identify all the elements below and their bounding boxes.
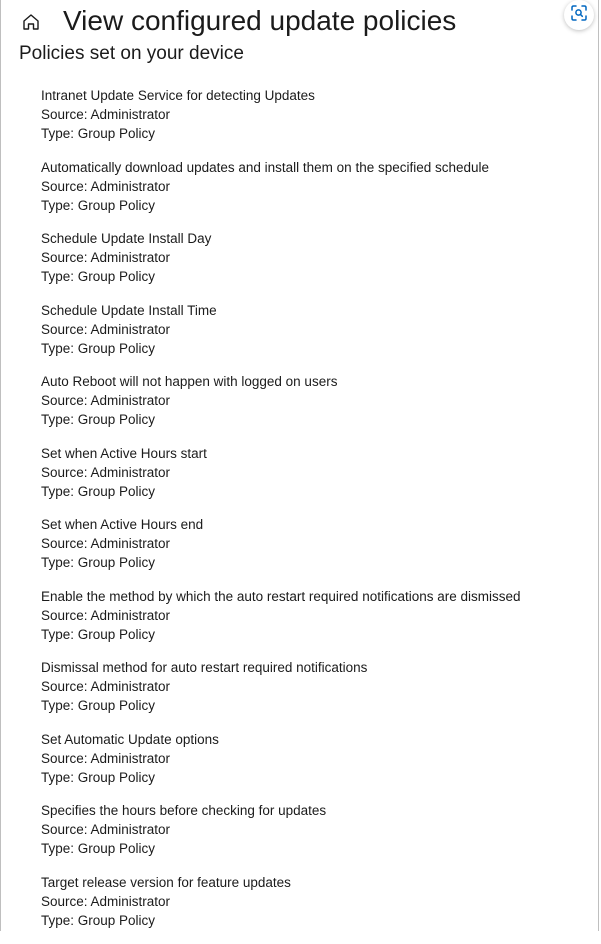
section-heading: Policies set on your device [19,42,244,66]
policy-name: Set Automatic Update options [41,730,591,749]
policy-name: Automatically download updates and install them on the specified schedule [41,158,591,177]
policy-name: Target release version for feature updates [41,873,591,892]
policy-type: Type: Group Policy [41,410,591,429]
policy-source: Source: Administrator [41,749,591,768]
policy-type: Type: Group Policy [41,625,591,644]
policy-type: Type: Group Policy [41,482,591,501]
policy-source: Source: Administrator [41,677,591,696]
policy-type: Type: Group Policy [41,553,591,572]
policy-name: Schedule Update Install Day [41,229,591,248]
policy-item [41,873,591,944]
policy-source: Source: Administrator [41,892,591,911]
policy-type: Type: Group Policy [41,196,591,215]
policy-source: Source: Administrator [41,248,591,267]
home-icon[interactable] [21,12,41,32]
policy-name: Schedule Update Install Time [41,301,591,320]
policy-source: Source: Administrator [41,534,591,553]
page-title: View configured update policies [63,3,456,39]
policy-item [41,372,591,444]
policy-type: Type: Group Policy [41,839,591,858]
policy-source: Source: Administrator [41,391,591,410]
policy-name: Set when Active Hours start [41,444,591,463]
policy-item [41,515,591,587]
policy-item [41,301,591,373]
policy-type: Type: Group Policy [41,696,591,715]
policy-source: Source: Administrator [41,177,591,196]
policy-item [41,444,591,516]
visual-search-icon [570,4,588,27]
policy-source: Source: Administrator [41,820,591,839]
policy-item [41,801,591,873]
policy-name: Auto Reboot will not happen with logged on users [41,372,591,391]
policy-name: Intranet Update Service for detecting Updates [41,86,591,105]
policy-type: Type: Group Policy [41,267,591,286]
policy-item [41,86,591,158]
policy-name: Specifies the hours before checking for updates [41,801,591,820]
policy-item [41,587,591,659]
policy-type: Type: Group Policy [41,911,591,930]
policy-item [41,158,591,230]
policy-source: Source: Administrator [41,320,591,339]
policy-type: Type: Group Policy [41,768,591,787]
policy-list [41,86,591,944]
policy-source: Source: Administrator [41,606,591,625]
policy-name: Dismissal method for auto restart required notifications [41,658,591,677]
policy-source: Source: Administrator [41,105,591,124]
policy-source: Source: Administrator [41,463,591,482]
policy-item [41,658,591,730]
visual-search-button[interactable] [564,0,594,30]
policy-item [41,730,591,802]
policy-type: Type: Group Policy [41,339,591,358]
policy-type: Type: Group Policy [41,124,591,143]
policy-name: Set when Active Hours end [41,515,591,534]
policy-item [41,229,591,301]
policy-name: Enable the method by which the auto restart required notifications are dismissed [41,587,591,606]
